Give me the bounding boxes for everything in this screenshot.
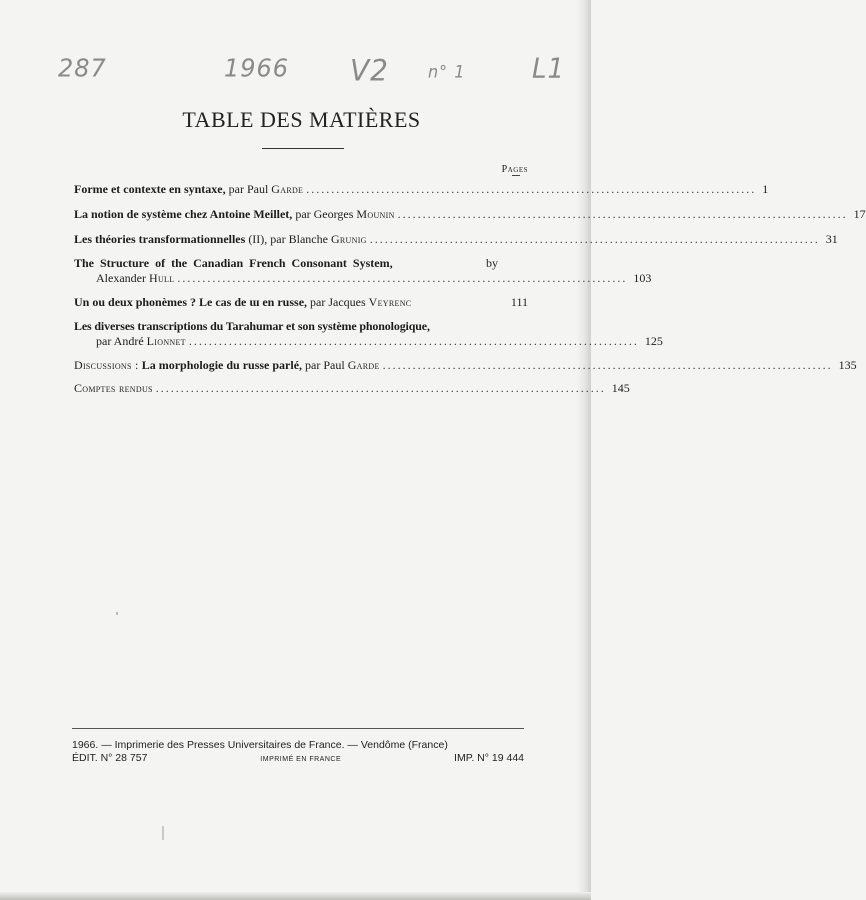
toc-entry	[74, 319, 663, 349]
handwritten-number: 287	[58, 53, 107, 83]
entry-by: par André	[96, 334, 147, 348]
toc-entry	[74, 232, 838, 247]
entry-author: Hull	[148, 271, 175, 285]
entry-page: 1	[762, 182, 769, 196]
entry-author: Grunig	[330, 232, 367, 246]
handwritten-volume: V2	[350, 53, 389, 88]
imp-number: IMP. N° 19 444	[454, 752, 524, 764]
entry-by: (II), par Blanche	[245, 232, 331, 246]
leader-dots: ..........................................................................................	[306, 182, 757, 196]
paper-mark	[162, 826, 164, 840]
entry-by: par Paul	[225, 182, 272, 196]
toc-entry	[74, 256, 652, 286]
edit-number: ÉDIT. N° 28 757	[72, 752, 148, 764]
entry-page: 111	[510, 295, 528, 309]
entry-title: La notion de système chez Antoine Meillet,	[74, 207, 293, 221]
entry-section: Discussions :	[74, 358, 139, 372]
entry-author: Mounin	[356, 207, 395, 221]
leader-dots: ..........................................................................................	[155, 381, 606, 395]
entry-by-name: Alexander	[96, 271, 149, 285]
leader-dots: ..........................................................................................	[188, 334, 639, 348]
page-edge	[577, 0, 591, 900]
entry-page: 103	[633, 271, 652, 285]
leader-dots: ..........................................................................................	[177, 271, 628, 285]
colophon	[72, 739, 524, 764]
entry-title: Forme et contexte en syntaxe,	[74, 182, 226, 196]
title-divider	[262, 148, 344, 149]
entry-author: Garde	[271, 182, 304, 196]
entry-title: Un ou deux phonèmes ? Le cas de ɯ en russe,	[74, 295, 308, 309]
handwritten-code: L1	[532, 53, 566, 85]
entry-title: Les théories transformationnelles	[74, 232, 246, 246]
toc-entry	[74, 207, 866, 222]
entry-page: 135	[838, 358, 857, 372]
page-edge-bottom	[0, 892, 591, 900]
entry-page: 17	[853, 207, 866, 221]
toc-entry	[74, 182, 769, 197]
handwritten-year: 1966	[224, 53, 290, 83]
printed-in-france: IMPRIMÉ EN FRANCE	[260, 756, 342, 763]
handwritten-issue: n° 1	[428, 61, 466, 82]
leader-dots: ..........................................................................................	[382, 358, 833, 372]
pages-column-header: Pages	[501, 164, 528, 175]
entry-by: par Georges	[292, 207, 357, 221]
leader-dots: ..........................................................................................	[397, 207, 848, 221]
entry-by: par Paul	[302, 358, 348, 372]
entry-title: Les diverses transcriptions du Tarahumar et son système phonologique,	[74, 319, 430, 333]
handwritten-annotations	[58, 54, 578, 94]
pages-dash	[512, 175, 520, 176]
footer-divider	[72, 728, 524, 729]
entry-page: 145	[611, 381, 630, 395]
entry-section: Comptes rendus	[74, 381, 153, 395]
entry-title: The Structure of the Canadian French Consonant System,	[74, 256, 393, 270]
printer-line: 1966. — Imprimerie des Presses Universitaires de France. — Vendôme (France)	[72, 739, 448, 751]
entry-author: Veyrenc	[368, 295, 412, 309]
entry-by: by	[486, 256, 498, 270]
entry-author: Lionnet	[146, 334, 186, 348]
page-title: TABLE DES MATIÈRES	[182, 107, 421, 132]
entry-title: La morphologie du russe parlé,	[138, 358, 303, 372]
paper-speck	[116, 612, 118, 615]
entry-page: 31	[825, 232, 838, 246]
toc-entry	[74, 381, 630, 396]
entry-by: par Jacques	[307, 295, 369, 309]
leader-dots: ..........................................................................................	[369, 232, 820, 246]
toc-entry	[74, 295, 528, 310]
entry-author: Garde	[347, 358, 380, 372]
entry-page: 125	[644, 334, 663, 348]
toc-entry	[74, 358, 857, 373]
table-of-contents	[74, 182, 866, 396]
